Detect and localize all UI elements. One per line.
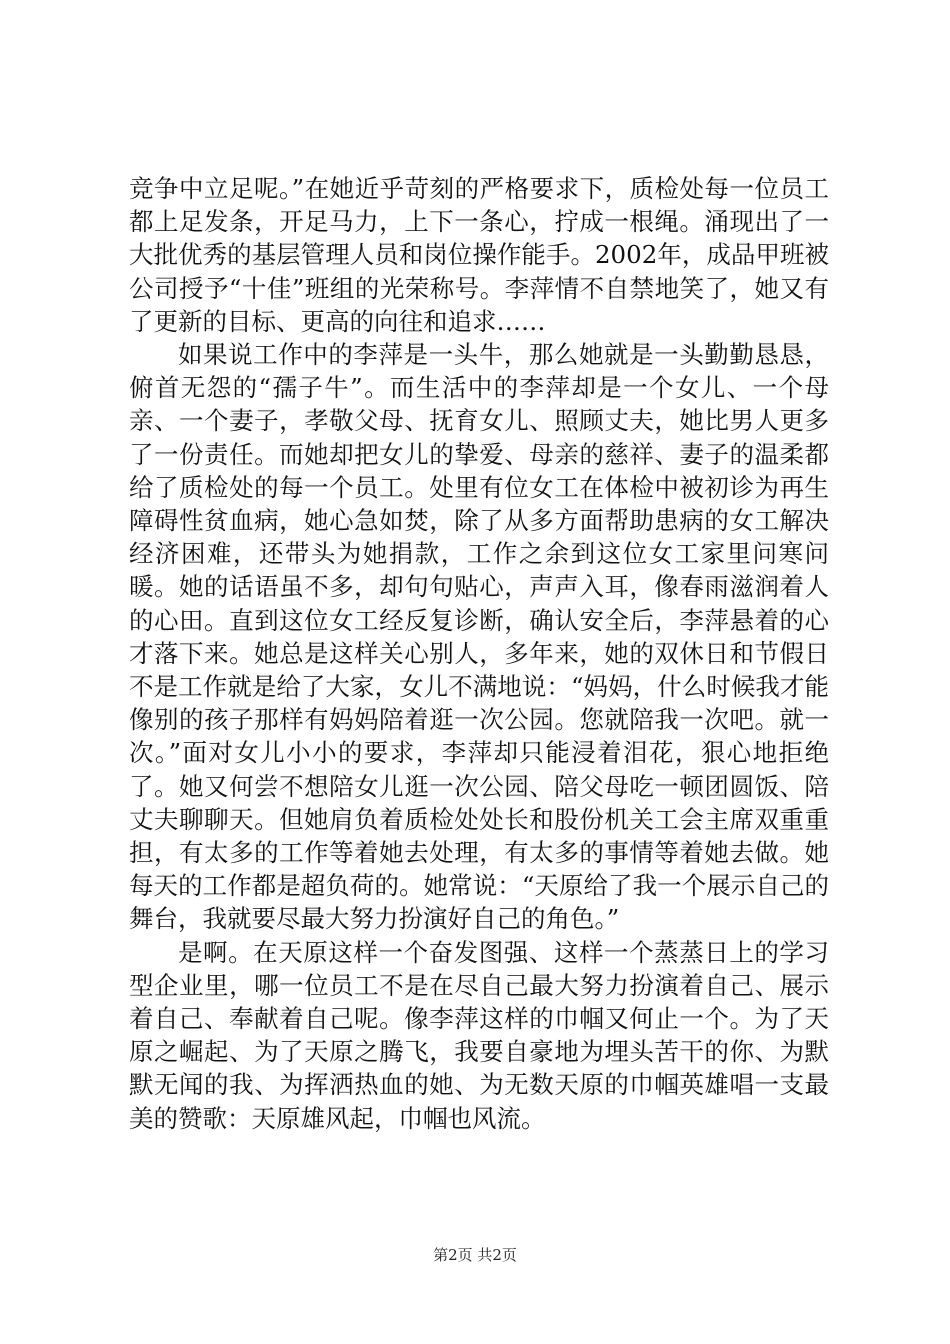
paragraph-continuation: 竞争中立足呢。”在她近乎苛刻的严格要求下，质检处每一位员工都上足发条，开足马力，上下一条心，拧成一根绳。涌现出了一大批优秀的基层管理人员和岗位操作能手。2002年，成品甲班被公司授予“十佳”班组的光荣称号。李萍情不自禁地笑了，她又有了更新的目标、更高的向往和追求……: [129, 174, 829, 336]
paragraph-li-ping-life: 如果说工作中的李萍是一头牛，那么她就是一头勤勤恳恳，俯首无怨的“孺子牛”。而生活中的李萍却是一个女儿、一个母亲、一个妻子，孝敬父母、抚育女儿、照顾丈夫，她比男人更多了一份责任。而她却把女儿的挚爱、母亲的慈祥、妻子的温柔都给了质检处的每一个员工。处里有位女工在体检中被初诊为再生障碍性贫血病，她心急如焚，除了从多方面帮助患病的女工解决经济困难，还带头为她捐款，工作之余到这位女工家里问寒问暖。她的话语虽不多，却句句贴心，声声入耳，像春雨滋润着人的心田。直到这位女工经反复诊断，确认安全后，李萍悬着的心才落下来。她总是这样关心别人，多年来，她的双休日和节假日不是工作就是给了大家，女儿不满地说：“妈妈，什么时候我才能像别的孩子那样有妈妈陪着逛一次公园。您就陪我一次吧。就一次。”面对女儿小小的要求，李萍却只能浸着泪花，狠心地拒绝了。她又何尝不想陪女儿逛一次公园、陪父母吃一顿团圆饭、陪丈夫聊聊天。但她肩负着质检处处长和股份机关工会主席双重重担，有太多的工作等着她去处理，有太多的事情等着她去做。她每天的工作都是超负荷的。她常说：“天原给了我一个展示自己的舞台，我就要尽最大努力扮演好自己的角色。”: [129, 340, 829, 934]
page-number-footer: 第2页 共2页: [433, 1246, 517, 1264]
document-body: [129, 172, 829, 1135]
paragraph-conclusion: 是啊。在天原这样一个奋发图强、这样一个蒸蒸日上的学习型企业里，哪一位员工不是在尽自己最大努力扮演着自己、展示着自己、奉献着自己呢。像李萍这样的巾帼又何止一个。为了天原之崛起、为了天原之腾飞，我要自豪地为埋头苦干的你、为默默无闻的我、为挥洒热血的她、为无数天原的巾帼英雄唱一支最美的赞歌：天原雄风起，巾帼也风流。: [129, 937, 829, 1133]
